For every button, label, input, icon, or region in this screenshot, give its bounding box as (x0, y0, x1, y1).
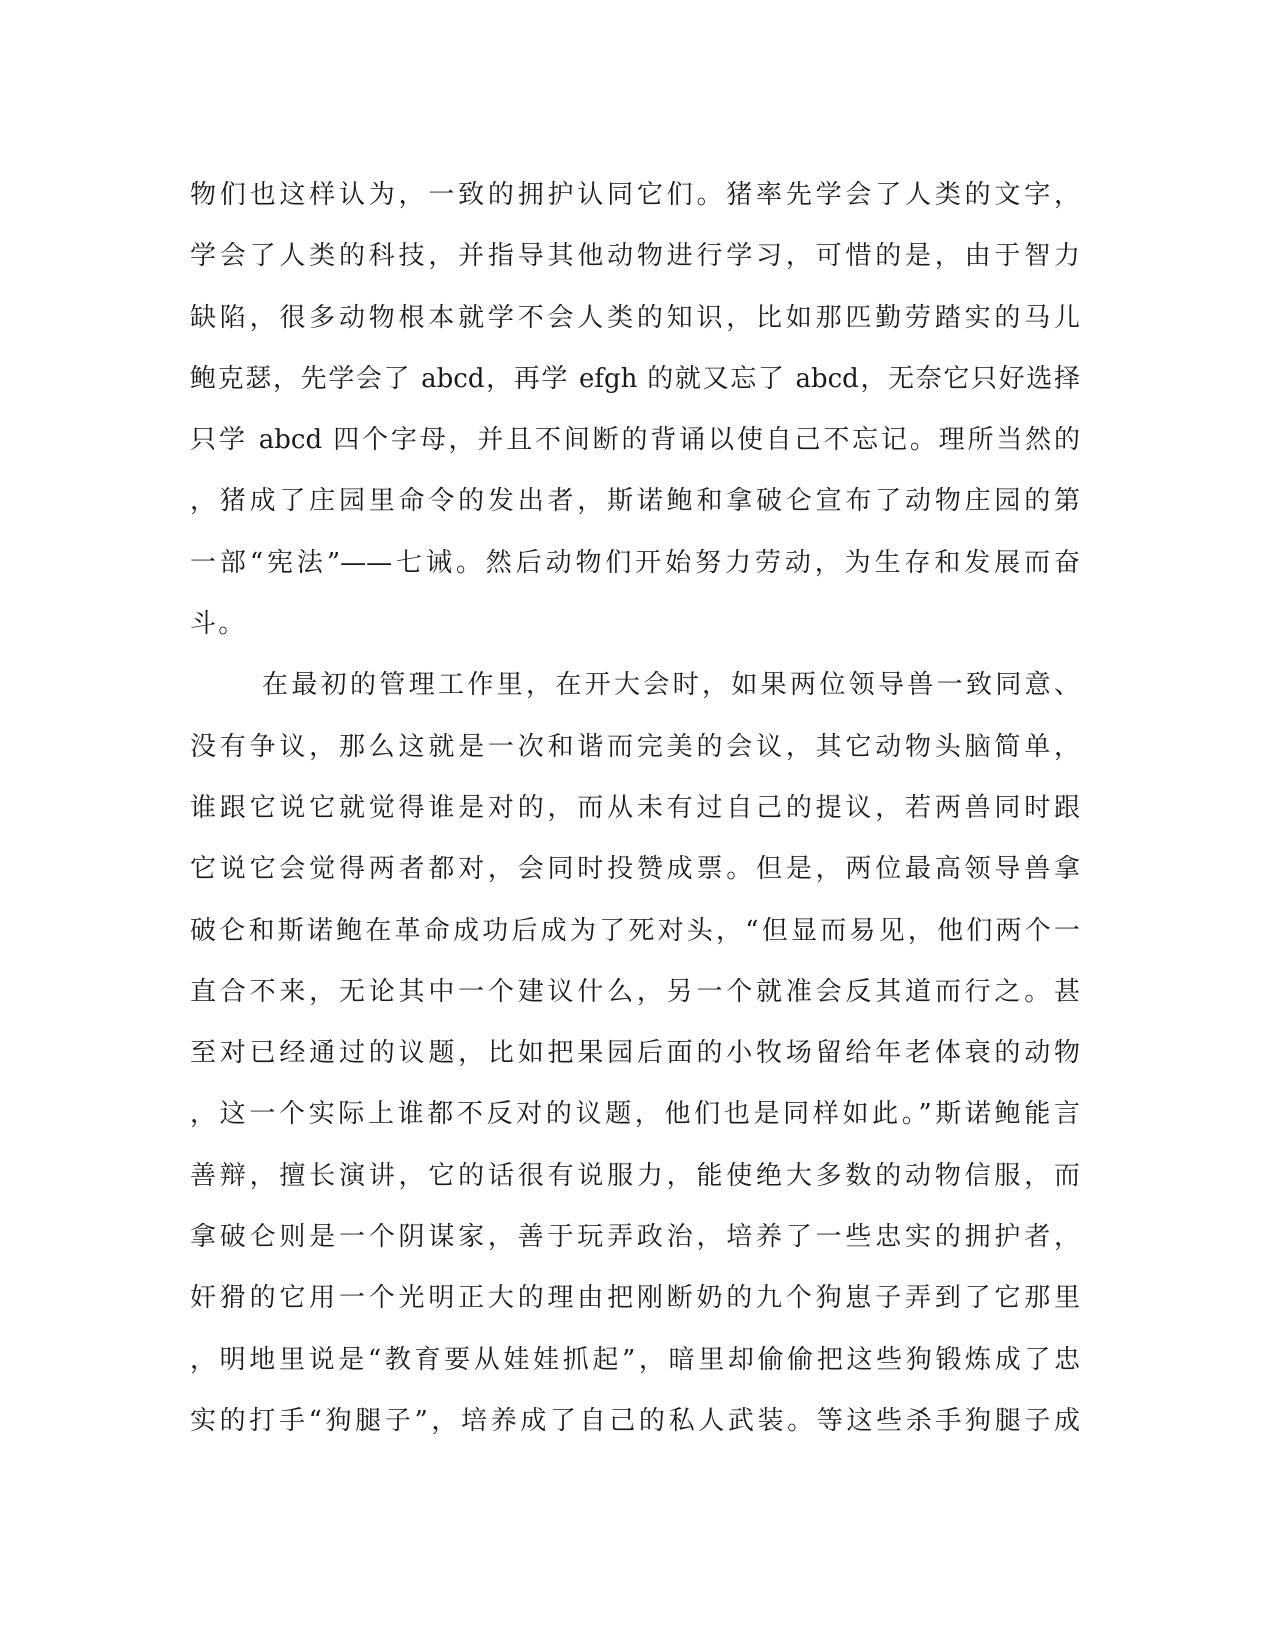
text-line: ，猪成了庄园里命令的发出者，斯诺鲍和拿破仑宣布了动物庄园的第 (190, 486, 1080, 517)
text-line: 斗。 (190, 609, 247, 640)
text-line: ，这一个实际上谁都不反对的议题，他们也是同样如此。”斯诺鲍能言 (190, 1099, 1080, 1130)
body-text (190, 165, 1080, 1452)
text-line: 至对已经通过的议题，比如把果园后面的小牧场留给年老体衰的动物 (190, 1038, 1080, 1069)
paragraph-first-line: 在最初的管理工作里，在开大会时，如果两位领导兽一致同意、 (262, 670, 1080, 701)
text-line: 实的打手“狗腿子”，培养成了自己的私人武装。等这些杀手狗腿子成 (190, 1405, 1080, 1436)
text-line: 物们也这样认为，一致的拥护认同它们。猪率先学会了人类的文字， (190, 180, 1080, 210)
text-line: 学会了人类的科技，并指导其他动物进行学习，可惜的是，由于智力 (190, 241, 1080, 272)
text-line: 它说它会觉得两者都对，会同时投赞成票。但是，两位最高领导兽拿 (190, 854, 1080, 885)
text-line: 直合不来，无论其中一个建议什么，另一个就准会反其道而行之。甚 (190, 976, 1080, 1007)
text-line: 只学 abcd 四个字母，并且不间断的背诵以使自己不忘记。理所当然的 (190, 425, 1080, 456)
text-line: 破仑和斯诺鲍在革命成功后成为了死对头，“但显而易见，他们两个一 (190, 915, 1080, 946)
text-line: 一部“宪法”——七诫。然后动物们开始努力劳动，为生存和发展而奋 (190, 547, 1080, 578)
text-line: 拿破仑则是一个阴谋家，善于玩弄政治，培养了一些忠实的拥护者， (190, 1222, 1080, 1253)
text-line: 谁跟它说它就觉得谁是对的，而从未有过自己的提议，若两兽同时跟 (190, 792, 1080, 823)
text-line: ，明地里说是“教育要从娃娃抓起”，暗里却偷偷把这些狗锻炼成了忠 (190, 1344, 1080, 1375)
text-line: 鲍克瑟，先学会了 abcd，再学 efgh 的就又忘了 abcd，无奈它只好选择 (190, 363, 1080, 394)
text-line: 善辩，擅长演讲，它的话很有说服力，能使绝大多数的动物信服，而 (190, 1160, 1080, 1191)
text-line: 缺陷，很多动物根本就学不会人类的知识，比如那匹勤劳踏实的马儿 (190, 302, 1080, 333)
text-line: 没有争议，那么这就是一次和谐而完美的会议，其它动物头脑简单， (190, 731, 1080, 762)
text-line: 奸猾的它用一个光明正大的理由把刚断奶的九个狗崽子弄到了它那里 (190, 1283, 1080, 1314)
